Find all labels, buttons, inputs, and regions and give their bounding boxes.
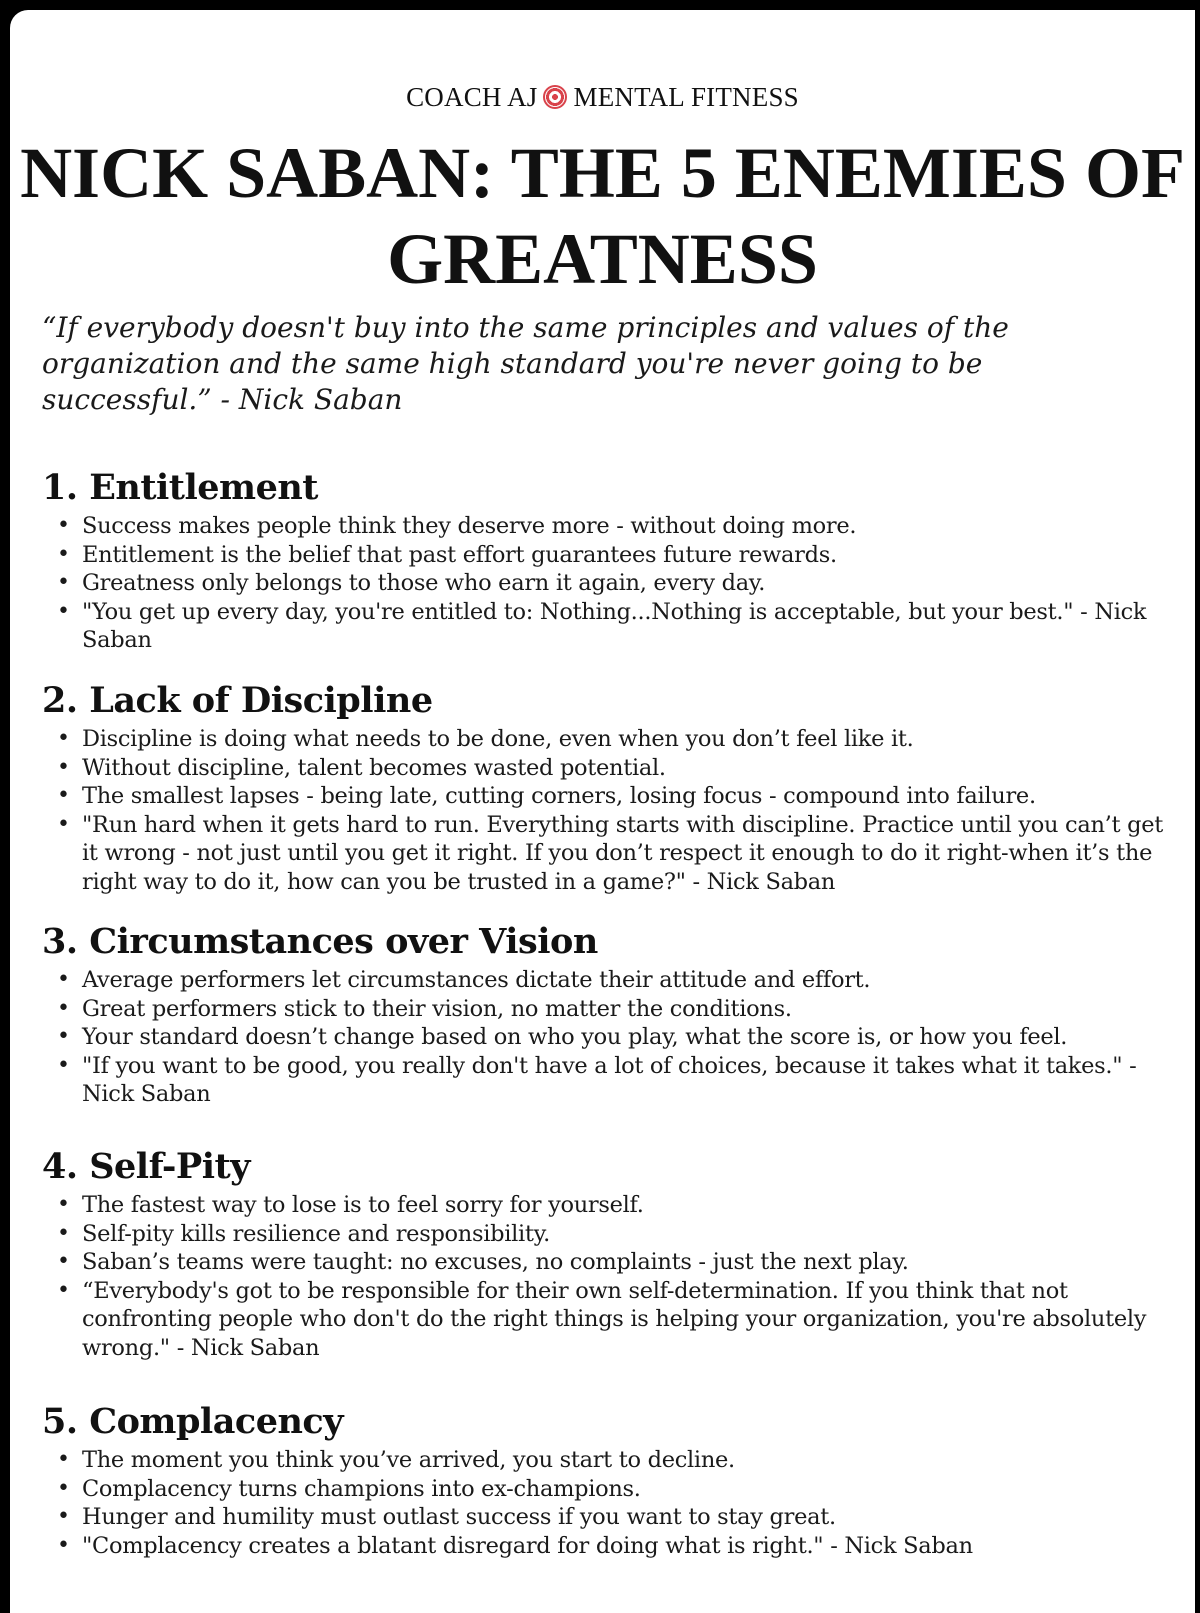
section-heading: 5. Complacency	[42, 1401, 344, 1442]
list-item: • Without discipline, talent becomes wasted potential.	[82, 754, 1172, 783]
bullet-list	[42, 1191, 1172, 1362]
list-item: • The moment you think you’ve arrived, you start to decline.	[82, 1446, 1172, 1475]
list-item: • Great performers stick to their vision, no matter the conditions.	[82, 995, 1172, 1024]
list-item: • Discipline is doing what needs to be done, even when you don’t feel like it.	[82, 725, 1172, 754]
list-item: • Complacency turns champions into ex-champions.	[82, 1475, 1172, 1504]
list-item: • Saban’s teams were taught: no excuses, no complaints - just the next play.	[82, 1248, 1172, 1277]
list-item: • The smallest lapses - being late, cutting corners, losing focus - compound into failure.	[82, 782, 1172, 811]
bullet-list	[42, 1446, 1172, 1560]
list-item: • Hunger and humility must outlast success if you want to stay great.	[82, 1503, 1172, 1532]
list-item: • Greatness only belongs to those who earn it again, every day.	[82, 569, 1172, 598]
section-self-pity	[42, 1147, 1172, 1362]
brand-name: COACH AJ	[406, 82, 538, 112]
section-circumstances-over-vision	[42, 922, 1172, 1109]
list-item: • The fastest way to lose is to feel sorry for yourself.	[82, 1191, 1172, 1220]
section-heading: 4. Self-Pity	[42, 1146, 251, 1187]
section-complacency	[42, 1402, 1172, 1560]
list-item: • Self-pity kills resilience and responsibility.	[82, 1220, 1172, 1249]
intro-quote: “If everybody doesn't buy into the same principles and values of the organization and the same high standard you're never going to be successful.” - Nick Saban	[42, 311, 1009, 416]
brand-line	[10, 82, 1195, 113]
list-item: • Your standard doesn’t change based on who you play, what the score is, or how you feel.	[82, 1023, 1172, 1052]
list-item: • "You get up every day, you're entitled to: Nothing...Nothing is acceptable, but your best." - Nick Saban	[82, 598, 1172, 655]
section-heading: 2. Lack of Discipline	[42, 680, 433, 721]
section-entitlement	[42, 468, 1172, 655]
list-item: • "If you want to be good, you really don't have a lot of choices, because it takes what it takes." - Nick Saban	[82, 1052, 1172, 1109]
list-item: • Average performers let circumstances dictate their attitude and effort.	[82, 966, 1172, 995]
bullet-list	[42, 512, 1172, 655]
section-lack-of-discipline	[42, 681, 1172, 896]
list-item: • "Complacency creates a blatant disregard for doing what is right." - Nick Saban	[82, 1532, 1172, 1561]
list-item: • "Run hard when it gets hard to run. Everything starts with discipline. Practice until you can’t get it wrong - not just until you get it right. If you don’t respect it enough to do it right-when it’s the right way to do it, how can you be trusted in a game?" - Nick Saban	[82, 811, 1172, 897]
document-page	[10, 10, 1195, 1613]
section-heading: 3. Circumstances over Vision	[42, 921, 598, 962]
bullet-list	[42, 725, 1172, 896]
brand-tagline: MENTAL FITNESS	[573, 82, 799, 112]
page-title: NICK SABAN: THE 5 ENEMIES OF GREATNESS	[20, 133, 1185, 299]
list-item: • Success makes people think they deserve more - without doing more.	[82, 512, 1172, 541]
bullet-list	[42, 966, 1172, 1109]
list-item: • Entitlement is the belief that past effort guarantees future rewards.	[82, 541, 1172, 570]
section-heading: 1. Entitlement	[42, 467, 318, 508]
list-item: • “Everybody's got to be responsible for their own self-determination. If you think that not confronting people who don't do the right things is helping your organization, you're absolutely wrong." - Nick Saban	[82, 1277, 1172, 1363]
target-icon	[543, 85, 567, 109]
